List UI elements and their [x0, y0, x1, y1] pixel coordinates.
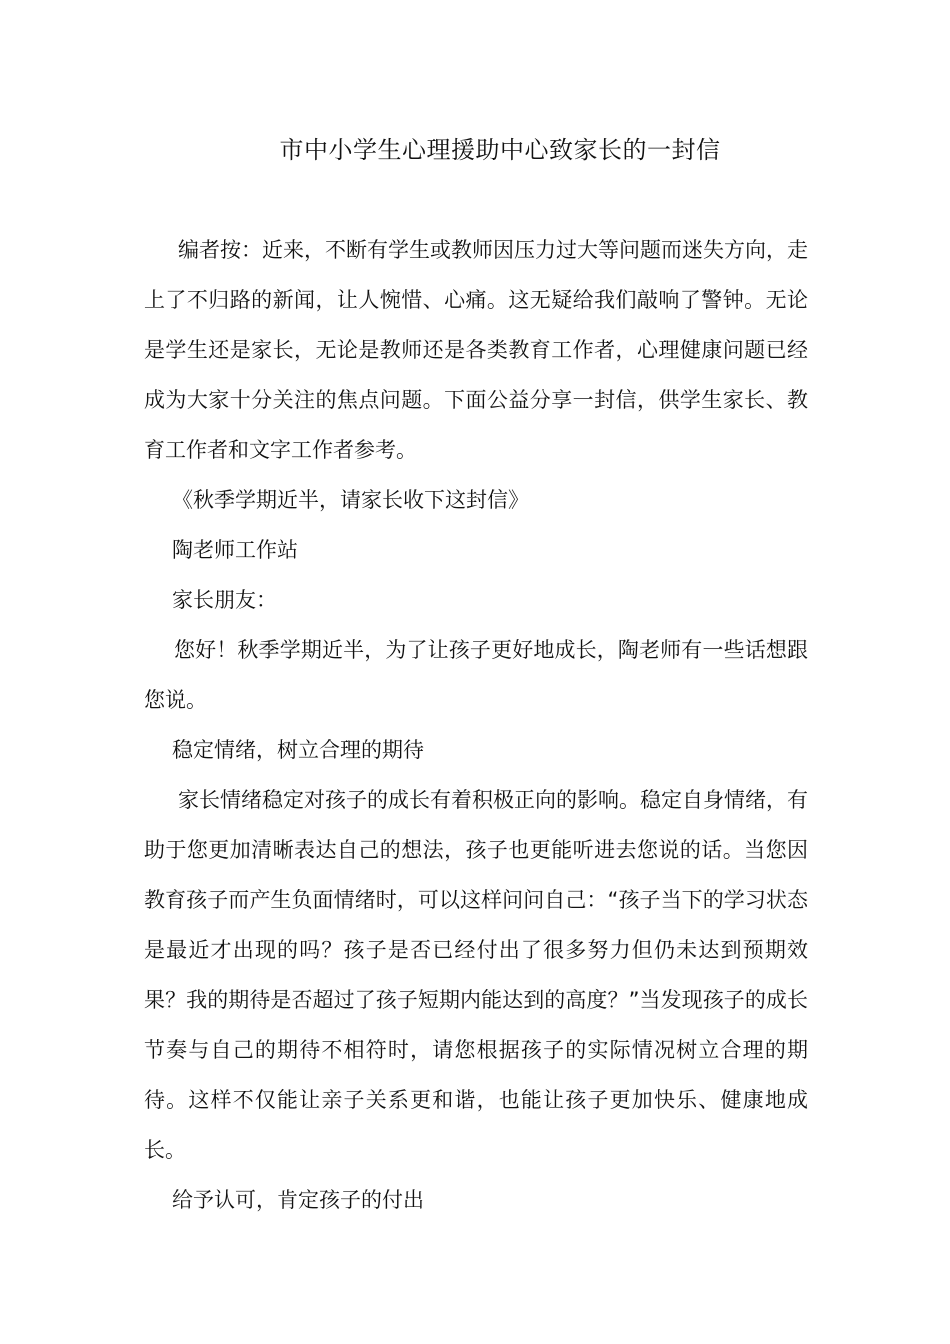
- section-heading-1: 稳定情绪，树立合理的期待: [172, 738, 424, 762]
- greeting-paragraph: 您好！秋季学期近半，为了让孩子更好地成长，陶老师有一些话想跟您说。: [144, 638, 808, 712]
- letter-title-line: 《秋季学期近半，请家长收下这封信》: [172, 488, 529, 512]
- source-line: 陶老师工作站: [172, 538, 298, 562]
- document-body: [144, 225, 808, 1225]
- section-heading-2: 给予认可，肯定孩子的付出: [172, 1188, 424, 1212]
- salutation-line: 家长朋友：: [172, 588, 277, 612]
- document-title: 市中小学生心理援助中心致家长的一封信: [279, 136, 721, 164]
- section-1-paragraph: 家长情绪稳定对孩子的成长有着积极正向的影响。稳定自身情绪，有助于您更加清晰表达自己的想法，孩子也更能听进去您说的话。当您因教育孩子而产生负面情绪时，可以这样问问自己：“孩子当下的学习状态是最近才出现的吗？孩子是否已经付出了很多努力但仍未达到预期效果？我的期待是否超过了孩子短期内能达到的高度？”当发现孩子的成长节奏与自己的期待不相符时，请您根据孩子的实际情况树立合理的期待。这样不仅能让亲子关系更和谐，也能让孩子更加快乐、健康地成长。: [144, 788, 808, 1162]
- editor-note-paragraph: 编者按：近来，不断有学生或教师因压力过大等问题而迷失方向，走上了不归路的新闻，让人惋惜、心痛。这无疑给我们敲响了警钟。无论是学生还是家长，无论是教师还是各类教育工作者，心理健康问题已经成为大家十分关注的焦点问题。下面公益分享一封信，供学生家长、教育工作者和文字工作者参考。: [144, 238, 808, 462]
